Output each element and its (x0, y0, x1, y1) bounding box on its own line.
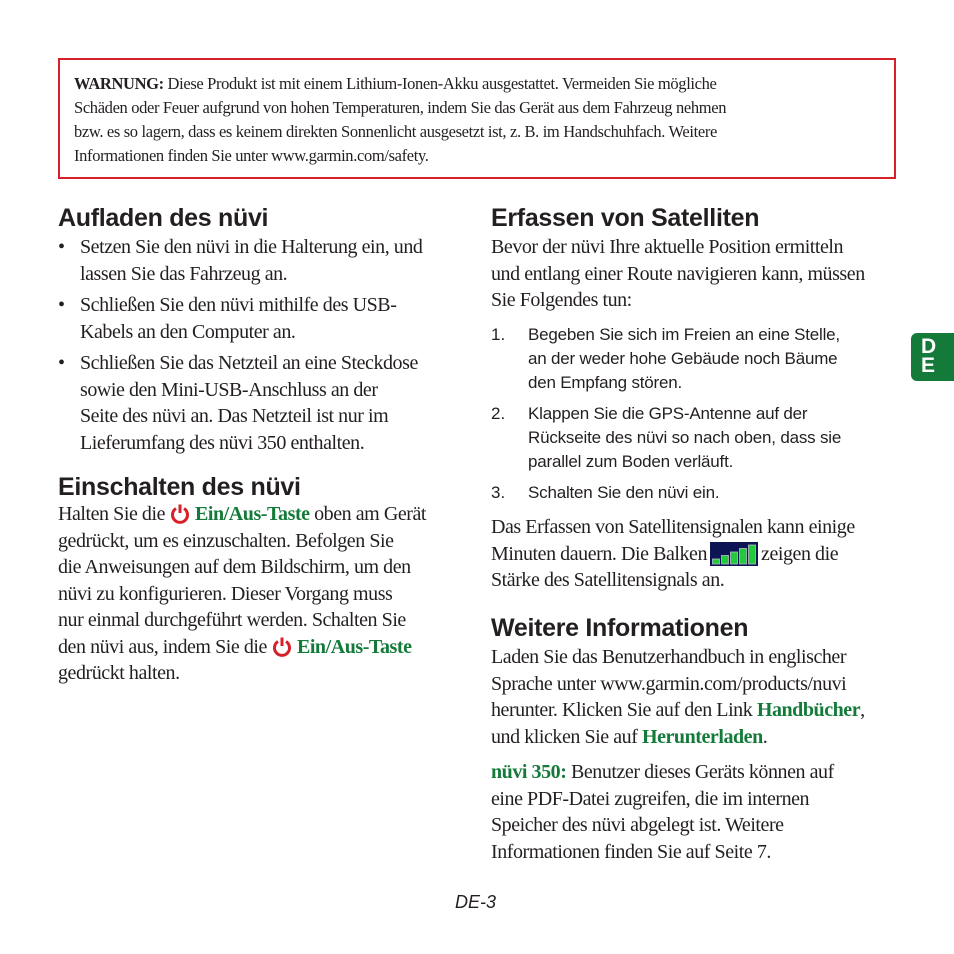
text-line (528, 347, 891, 371)
text-run: nüvi zu konfigurieren. Dieser Vorgang muss (58, 582, 393, 605)
emphasis-term: Handbücher (756, 699, 861, 721)
text-run: Seite des nüvi an. Das Netzteil ist nur im (80, 405, 389, 427)
text-line (74, 120, 726, 144)
text-run: und klicken Sie auf (491, 725, 642, 748)
text-run: nur einmal durchgeführt werden. Schalten Sie (58, 609, 406, 631)
emphasis-term: Ein/Aus-Taste (296, 635, 412, 658)
text-line (58, 528, 426, 555)
language-tab-de (911, 333, 954, 381)
satellites-intro (491, 234, 865, 314)
text-run: Kabels an den Computer an. (80, 320, 296, 343)
text-line (80, 403, 458, 430)
text-run: Schließen Sie den nüvi mithilfe des USB- (80, 294, 397, 316)
text-line (80, 292, 458, 319)
text-run: den nüvi aus, indem Sie die (58, 635, 267, 658)
text-line (80, 319, 458, 346)
heading-more-info: Weitere Informationen (491, 614, 749, 642)
text-line (80, 377, 458, 404)
text-line (491, 234, 865, 261)
text-line (80, 261, 458, 288)
satellites-after (491, 514, 855, 594)
text-run: Sie Folgendes tun: (491, 289, 632, 311)
text-run: Lieferumfang des nüvi 350 enthalten. (80, 431, 365, 454)
text-run: eine PDF-Datei zugreifen, die im internen (491, 787, 810, 810)
emphasis-term: nüvi 350: (491, 761, 567, 783)
warning-box (58, 58, 896, 179)
numbered-step (491, 481, 891, 505)
text-run: Rückseite des nüvi so nach oben, dass sie (528, 428, 842, 447)
step-number: 1. (491, 325, 506, 344)
text-line (58, 634, 426, 661)
text-line (58, 607, 426, 634)
step-number: 2. (491, 404, 506, 423)
page-number: DE-3 (455, 892, 497, 912)
text-line (528, 450, 891, 474)
text-run: Benutzer dieses Geräts können auf (566, 761, 834, 783)
numbered-step (491, 323, 891, 395)
heading-power-on: Einschalten des nüvi (58, 473, 301, 501)
bullet-marker: • (58, 294, 66, 316)
text-line (491, 287, 865, 314)
text-line (491, 839, 834, 866)
text-run: Klappen Sie die GPS-Antenne auf der (528, 404, 808, 423)
tab-letter-d: D (921, 335, 937, 358)
text-run: und entlang einer Route navigieren kann, müssen (491, 262, 865, 285)
emphasis-term: Herunterladen (641, 725, 763, 748)
text-line (491, 644, 865, 671)
text-run: gedrückt, um es einzuschalten. Befolgen Sie (58, 529, 394, 552)
text-run: parallel zum Boden verläuft. (528, 452, 734, 471)
text-line (58, 554, 426, 581)
text-run: Setzen Sie den nüvi in die Halterung ein, und (80, 236, 423, 258)
text-run: Speicher des nüvi abgelegt ist. Weitere (491, 814, 784, 836)
nuvi350-paragraph (491, 759, 834, 865)
text-line (80, 430, 458, 457)
text-line (528, 426, 891, 450)
text-run: gedrückt halten. (58, 662, 180, 684)
text-line (491, 786, 834, 813)
text-line (491, 567, 855, 594)
text-line (74, 72, 726, 96)
text-run: Schalten Sie den nüvi ein. (528, 483, 720, 502)
text-line (58, 581, 426, 608)
text-run: Bevor der nüvi Ihre aktuelle Position ermitteln (491, 236, 844, 258)
text-run: Stärke des Satellitensignals an. (491, 569, 725, 591)
heading-satellites: Erfassen von Satelliten (491, 204, 760, 232)
text-line (58, 501, 426, 528)
numbered-step (491, 402, 891, 474)
text-line (80, 234, 458, 261)
warning-text (74, 72, 726, 168)
text-run: lassen Sie das Fahrzeug an. (80, 262, 288, 285)
text-line (491, 812, 834, 839)
text-line (491, 697, 865, 724)
text-run: Sprache unter www.garmin.com/products/nuvi (491, 672, 847, 695)
bullet-item (58, 234, 458, 287)
text-line (491, 759, 834, 786)
text-run: Minuten dauern. Die Balken (491, 542, 708, 565)
heading-charging: Aufladen des nüvi (58, 204, 269, 232)
text-run: Informationen finden Sie unter www.garmin.com/safety. (74, 146, 429, 165)
text-run: die Anweisungen auf dem Bildschirm, um den (58, 556, 411, 578)
satellite-steps (491, 323, 891, 512)
tab-letter-e: E (921, 354, 936, 377)
text-run: Laden Sie das Benutzerhandbuch in englischer (491, 646, 847, 668)
text-run: , (860, 699, 865, 721)
bullet-item (58, 292, 458, 345)
text-run: bzw. es so lagern, dass es keinem direkten Sonnenlicht ausgesetzt ist, z. B. im Handschuhfach. Weitere (74, 122, 717, 141)
text-run: Schließen Sie das Netzteil an eine Steckdose (80, 352, 418, 374)
text-line (528, 323, 891, 347)
text-line (74, 96, 726, 120)
text-run: . (762, 725, 768, 748)
text-line (491, 671, 865, 698)
text-run: den Empfang stören. (528, 373, 683, 392)
text-line (491, 261, 865, 288)
more-info-paragraph (491, 644, 865, 750)
warning-label: WARNUNG: (74, 74, 164, 93)
text-line (491, 514, 855, 541)
text-line (80, 350, 458, 377)
text-run: sowie den Mini-USB-Anschluss an der (80, 378, 378, 401)
text-line (491, 541, 855, 568)
text-line (58, 660, 426, 687)
text-run: oben am Gerät (309, 503, 427, 525)
text-run: an der weder hohe Gebäude noch Bäume (528, 349, 838, 368)
text-line (491, 724, 865, 751)
emphasis-term: Ein/Aus-Taste (195, 503, 310, 525)
text-line (74, 144, 726, 168)
power-button-icon (169, 503, 191, 525)
text-run: Das Erfassen von Satellitensignalen kann einige (491, 516, 855, 538)
bullet-marker: • (58, 352, 66, 374)
signal-bars-icon (710, 542, 758, 566)
text-run: Halten Sie die (58, 503, 166, 525)
step-number: 3. (491, 483, 506, 502)
text-line (528, 402, 891, 426)
text-run: Schäden oder Feuer aufgrund von hohen Temperaturen, indem Sie das Gerät aus dem Fahrzeug nehmen (74, 98, 727, 117)
text-run: Diese Produkt ist mit einem Lithium-Ionen-Akku ausgestattet. Vermeiden Sie mögliche (163, 74, 717, 93)
bullet-marker: • (58, 236, 66, 258)
charging-bullets (58, 234, 458, 461)
text-run: herunter. Klicken Sie auf den Link (491, 699, 757, 721)
text-run: Informationen finden Sie auf Seite 7. (491, 840, 771, 863)
power-on-paragraph (58, 501, 426, 687)
bullet-item (58, 350, 458, 456)
text-line (528, 481, 891, 505)
text-run: Begeben Sie sich im Freien an eine Stelle, (528, 325, 840, 344)
power-button-icon (271, 636, 293, 658)
text-line (528, 371, 891, 395)
text-run: zeigen die (761, 542, 839, 565)
